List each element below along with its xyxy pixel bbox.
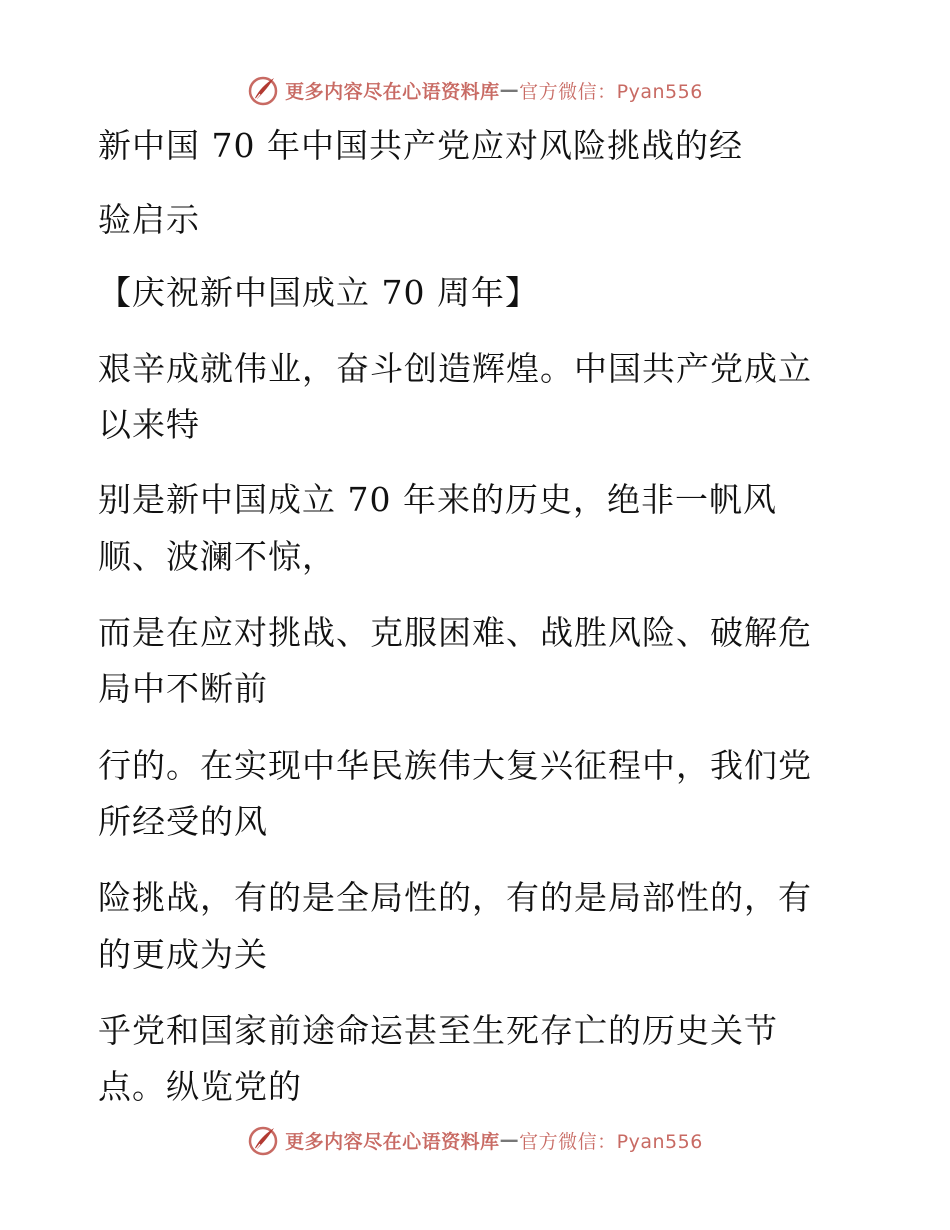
document-line: 而是在应对挑战、克服困难、战胜风险、破解危 xyxy=(98,613,812,652)
document-line: 别是新中国成立 70 年来的历史，绝非一帆风 xyxy=(98,480,777,519)
header-banner xyxy=(0,70,950,110)
document-line: 艰辛成就伟业，奋斗创造辉煌。中国共产党成立 xyxy=(98,349,812,388)
document-line: 验启示 xyxy=(98,200,200,239)
document-line: 所经受的风 xyxy=(98,802,268,841)
document-line: 乎党和国家前途命运甚至生死存亡的历史关节 xyxy=(98,1011,778,1050)
banner-wechat-text: 官方微信：Pyan556 xyxy=(519,80,703,103)
quill-pen-logo-icon xyxy=(247,74,279,106)
banner-separator: — xyxy=(499,79,520,101)
document-line: 险挑战，有的是全局性的，有的是局部性的，有 xyxy=(98,878,812,917)
banner-wechat-text: 官方微信：Pyan556 xyxy=(519,1130,703,1153)
banner-brand-text: 更多内容尽在心语资料库 xyxy=(285,1130,500,1153)
document-line: 【庆祝新中国成立 70 周年】 xyxy=(98,273,539,312)
banner-separator: — xyxy=(499,1129,520,1151)
document-line: 以来特 xyxy=(98,405,200,444)
footer-banner xyxy=(0,1120,950,1160)
document-line: 的更成为关 xyxy=(98,935,268,974)
banner-brand-text: 更多内容尽在心语资料库 xyxy=(285,80,500,103)
document-line: 行的。在实现中华民族伟大复兴征程中，我们党 xyxy=(98,746,812,785)
document-line: 局中不断前 xyxy=(98,669,268,708)
document-line: 点。纵览党的 xyxy=(98,1067,302,1106)
document-line: 新中国 70 年中国共产党应对风险挑战的经 xyxy=(98,126,743,165)
document-line: 顺、波澜不惊， xyxy=(98,537,336,576)
quill-pen-logo-icon xyxy=(247,1124,279,1156)
